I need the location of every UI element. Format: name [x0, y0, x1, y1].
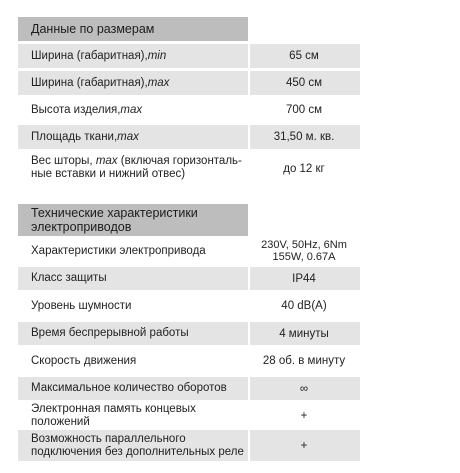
table-row	[18, 404, 360, 428]
section-header-dimensions	[18, 17, 248, 41]
row-label: Характеристики электропривода	[31, 244, 206, 257]
table-row	[18, 125, 360, 149]
table-row	[18, 239, 360, 263]
row-value: 700 см	[285, 104, 323, 116]
row-label: Уровень шумности	[31, 299, 132, 312]
row-label: Ширина (габаритная), max	[31, 76, 170, 89]
section-title: Технические характеристики электроприводов	[31, 206, 198, 234]
row-value: +	[300, 439, 308, 452]
table-row	[18, 430, 360, 461]
table-row	[18, 377, 360, 400]
row-value: 65 см	[289, 50, 319, 62]
row-value: 4 минуты	[279, 327, 329, 340]
row-value: 230V, 50Hz, 6Nm 155W, 0.67A	[261, 239, 347, 263]
row-label: Возможность параллельного подключения без дополнительных реле	[31, 432, 244, 458]
table-row	[18, 44, 360, 68]
section-header-tech-specs	[18, 204, 248, 236]
row-value: 31,50 м. кв.	[273, 131, 335, 143]
table-row	[18, 349, 360, 373]
row-value: 40 dB(A)	[281, 300, 327, 312]
column-divider	[248, 44, 250, 461]
row-value: 28 об. в минуту	[262, 355, 346, 367]
row-label: Максимальное количество оборотов	[31, 382, 227, 394]
row-label: Время беспрерывной работы	[31, 327, 189, 339]
table-row	[18, 71, 360, 95]
section-title: Данные по размерам	[31, 22, 155, 36]
table-row	[18, 267, 360, 290]
row-label: Площадь ткани, max	[31, 130, 139, 143]
table-row	[18, 98, 360, 122]
row-value: IP44	[292, 272, 316, 285]
row-value: ∞	[299, 382, 309, 395]
table-row	[18, 322, 360, 345]
table-row	[18, 294, 360, 318]
row-label: Класс защиты	[31, 272, 107, 284]
row-label: Высота изделия, max	[31, 103, 143, 116]
row-label: Скорость движения	[31, 354, 137, 367]
row-label: Электронная память концевых положений	[31, 403, 196, 428]
row-label: Вес шторы, max (включая горизонталь-ные вставки и нижний отвес)	[31, 155, 242, 180]
row-value: 450 см	[285, 77, 323, 89]
table-row	[18, 152, 360, 186]
row-label: Ширина (габаритная), min	[31, 49, 167, 62]
row-value: до 12 кг	[283, 163, 325, 175]
row-value: +	[300, 410, 308, 422]
